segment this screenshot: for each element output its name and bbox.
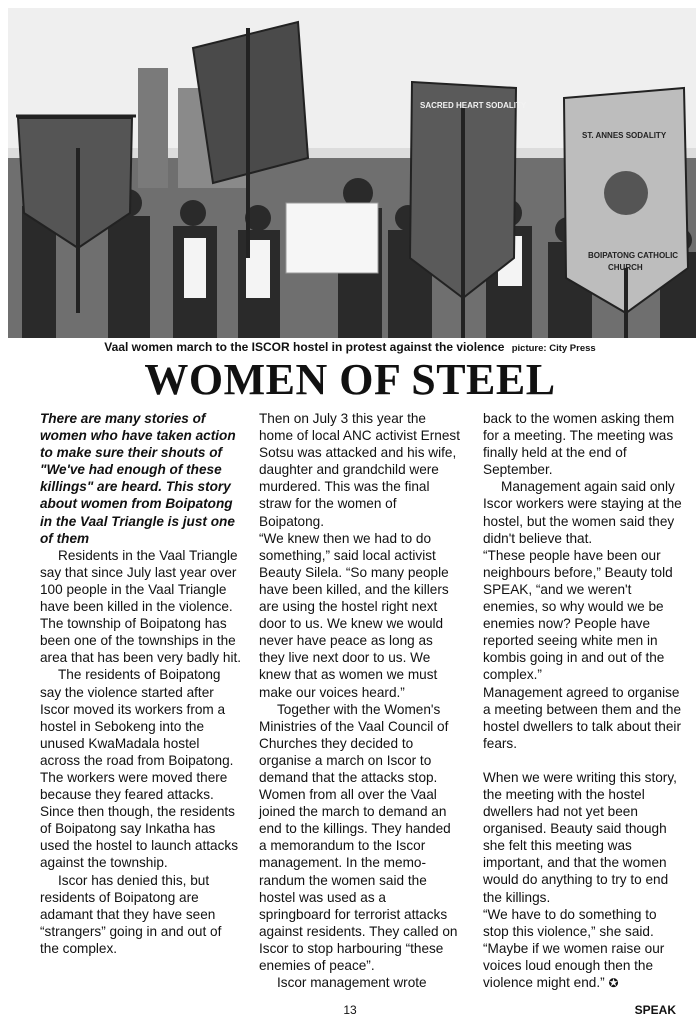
paragraph: Residents in the Vaal Triangle say that since July last year over 100 people in the Vaal Triangle have been killed in the violence. The township of Boipatong has been one of the townships in the area that has been very badly hit.	[40, 547, 242, 666]
end-mark-icon: ✪	[608, 976, 619, 990]
photo-credit: picture: City Press	[511, 343, 596, 354]
paragraph: Together with the Women's Ministries of the Vaal Council of Churches they decided to organise a march on Iscor to demand that the attacks stop. Women from all over the Vaal joined the march to demand an end to the killings. They handed a memorandum to the Iscor management. In the memo-randum the women said the hostel was used as a springboard for terrorist attacks against residents. They called on Iscor to stop harbouring “these enemies of peace”.	[259, 701, 458, 973]
article-lede: There are many stories of women who have taken action to make sure their shouts of "We've had enough of these killings" are heard. This story about women from Boipatong in the Vaal Triangle is just one of them	[40, 411, 236, 546]
article-column-2	[259, 410, 461, 991]
march-photo	[8, 8, 696, 338]
paragraph: “These people have been our neighbours before,” Beauty told SPEAK, “and we weren't enemies, so why would we be enemies now? People have reported seeing white men in kombis going in and out of the complex.”	[483, 547, 673, 683]
svg-text:SACRED HEART SODALITY: SACRED HEART SODALITY	[420, 101, 527, 110]
article-column-1	[40, 410, 242, 957]
paragraph: The residents of Boipatong say the violence started after Iscor moved its workers from a hostel in Sebokeng into the unused KwaMadala hostel across the road from Boipatong. The workers were moved there because they feared attacks. Since then though, the residents of Boipatong say Inkatha has used the hostel to launch attacks against the township.	[40, 667, 238, 871]
march-photo-illustration	[8, 8, 696, 338]
paragraph: Then on July 3 this year the home of local ANC activist Ernest Sotsu was attacked and his wife, daughter and grandchild were murdered. This was the final straw for the women of Boipatong.	[259, 411, 460, 529]
paragraph: “We knew then we had to do something,” said local activist Beauty Silela. “So many people have been killed, and the killers are using the hostel right next door to us. We knew we would never have peace as long as they live next door to us. We knew that as women we must make our voices heard.”	[259, 530, 449, 700]
paragraph: back to the women asking them for a meeting. The meeting was finally held at the end of September.	[483, 411, 675, 478]
paragraph	[483, 906, 685, 992]
paragraph: Iscor has denied this, but residents of Boipatong are adamant that they have seen “strangers” going in and out of the complex.	[40, 872, 222, 956]
magazine-name: SPEAK	[634, 1003, 676, 1017]
paragraph: Management again said only Iscor workers were staying at the hostel, but the women said they didn't believe that.	[483, 479, 682, 546]
paragraph: Management agreed to organise a meeting between them and the hostel dwellers to talk about their fears.	[483, 684, 681, 751]
paragraph: When we were writing this story, the meeting with the hostel dwellers had not yet been organised. Beauty said though she felt this meeting was important, and that the women would do anything to try to end the killings.	[483, 769, 677, 905]
caption-text: Vaal women march to the ISCOR hostel in protest against the violence	[104, 340, 505, 354]
svg-text:BOIPATONG CATHOLIC: BOIPATONG CATHOLIC	[588, 251, 679, 260]
article-headline: WOMEN OF STEEL	[144, 355, 556, 404]
paragraph: Iscor management wrote	[277, 975, 427, 991]
svg-text:CHURCH: CHURCH	[608, 263, 643, 272]
page-number: 13	[343, 1003, 357, 1017]
article-column-3	[483, 410, 685, 992]
svg-text:ST. ANNES SODALITY: ST. ANNES SODALITY	[582, 131, 667, 140]
closing-quote: “We have to do something to stop this violence,” she said. “Maybe if we women raise our voices loud enough then the violence might end.”	[483, 906, 665, 990]
